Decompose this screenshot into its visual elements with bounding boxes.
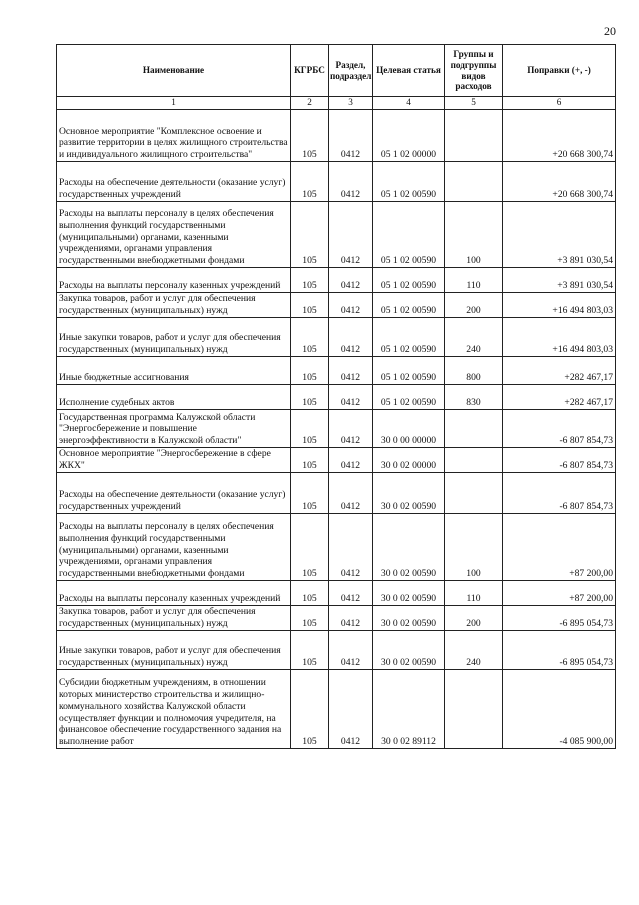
row-amendment-amount: -6 895 054,73: [503, 606, 616, 631]
table-row: [57, 631, 616, 670]
header-groups: Группы и подгруппы видов расходов: [445, 45, 503, 97]
row-section: 0412: [329, 268, 373, 293]
row-expense-group: 200: [445, 606, 503, 631]
row-target-article: 30 0 02 89112: [373, 670, 445, 749]
row-expense-group: 830: [445, 385, 503, 410]
row-expense-group: [445, 110, 503, 162]
table-row: [57, 162, 616, 202]
row-name: Основное мероприятие "Энергосбережение в сфере ЖКХ": [57, 448, 291, 473]
row-target-article: 05 1 02 00590: [373, 385, 445, 410]
row-name: Закупка товаров, работ и услуг для обеспечения государственных (муниципальных) нужд: [57, 293, 291, 318]
row-section: 0412: [329, 410, 373, 448]
column-number: 1: [57, 97, 291, 110]
table-row: [57, 581, 616, 606]
row-amendment-amount: +87 200,00: [503, 514, 616, 581]
row-name: Иные бюджетные ассигнования: [57, 357, 291, 385]
row-expense-group: 100: [445, 202, 503, 268]
header-amendments: Поправки (+, -): [503, 45, 616, 97]
row-target-article: 05 1 02 00590: [373, 202, 445, 268]
row-section: 0412: [329, 162, 373, 202]
column-number: 5: [445, 97, 503, 110]
row-target-article: 05 1 02 00000: [373, 110, 445, 162]
row-expense-group: [445, 670, 503, 749]
row-target-article: 30 0 02 00590: [373, 473, 445, 514]
row-kgrbs: 105: [291, 631, 329, 670]
row-kgrbs: 105: [291, 385, 329, 410]
row-section: 0412: [329, 293, 373, 318]
row-target-article: 05 1 02 00590: [373, 318, 445, 357]
row-name: Государственная программа Калужской области "Энергосбережение и повышение энергоэффективности в Калужской области": [57, 410, 291, 448]
row-expense-group: 200: [445, 293, 503, 318]
row-section: 0412: [329, 110, 373, 162]
row-section: 0412: [329, 202, 373, 268]
row-kgrbs: 105: [291, 410, 329, 448]
table-row: [57, 357, 616, 385]
table-row: [57, 293, 616, 318]
row-section: 0412: [329, 473, 373, 514]
table-row: [57, 473, 616, 514]
row-target-article: 30 0 02 00000: [373, 448, 445, 473]
row-expense-group: [445, 162, 503, 202]
table-row: [57, 514, 616, 581]
row-kgrbs: 105: [291, 670, 329, 749]
row-name: Расходы на обеспечение деятельности (оказание услуг) государственных учреждений: [57, 473, 291, 514]
row-section: 0412: [329, 448, 373, 473]
table-row: [57, 385, 616, 410]
row-amendment-amount: +16 494 803,03: [503, 293, 616, 318]
row-expense-group: 110: [445, 268, 503, 293]
row-kgrbs: 105: [291, 162, 329, 202]
row-amendment-amount: +3 891 030,54: [503, 268, 616, 293]
row-kgrbs: 105: [291, 110, 329, 162]
row-name: Иные закупки товаров, работ и услуг для обеспечения государственных (муниципальных) нужд: [57, 318, 291, 357]
row-name: Расходы на выплаты персоналу в целях обеспечения выполнения функций государственными (муниципальными) органами, казенными учреждениями, органами управления государственными внебюджетными фондами: [57, 202, 291, 268]
row-amendment-amount: +20 668 300,74: [503, 162, 616, 202]
row-section: 0412: [329, 581, 373, 606]
column-number: 3: [329, 97, 373, 110]
row-amendment-amount: -6 895 054,73: [503, 631, 616, 670]
row-section: 0412: [329, 606, 373, 631]
row-amendment-amount: -4 085 900,00: [503, 670, 616, 749]
row-amendment-amount: +3 891 030,54: [503, 202, 616, 268]
row-kgrbs: 105: [291, 318, 329, 357]
table-row: [57, 110, 616, 162]
row-target-article: 05 1 02 00590: [373, 293, 445, 318]
row-amendment-amount: +87 200,00: [503, 581, 616, 606]
row-name: Расходы на выплаты персоналу казенных учреждений: [57, 268, 291, 293]
row-kgrbs: 105: [291, 581, 329, 606]
row-kgrbs: 105: [291, 202, 329, 268]
row-amendment-amount: -6 807 854,73: [503, 473, 616, 514]
row-kgrbs: 105: [291, 268, 329, 293]
column-number: 6: [503, 97, 616, 110]
table-row: [57, 448, 616, 473]
table-row: [57, 202, 616, 268]
header-target: Целевая статья: [373, 45, 445, 97]
row-target-article: 30 0 02 00590: [373, 581, 445, 606]
table-row: [57, 268, 616, 293]
row-kgrbs: 105: [291, 448, 329, 473]
row-expense-group: [445, 410, 503, 448]
row-kgrbs: 105: [291, 514, 329, 581]
row-kgrbs: 105: [291, 293, 329, 318]
row-expense-group: [445, 448, 503, 473]
row-kgrbs: 105: [291, 606, 329, 631]
row-expense-group: 100: [445, 514, 503, 581]
row-section: 0412: [329, 385, 373, 410]
table-row: [57, 606, 616, 631]
row-expense-group: [445, 473, 503, 514]
row-kgrbs: 105: [291, 473, 329, 514]
row-amendment-amount: -6 807 854,73: [503, 410, 616, 448]
row-expense-group: 240: [445, 631, 503, 670]
header-name: Наименование: [57, 45, 291, 97]
table-row: [57, 318, 616, 357]
header-row: [57, 45, 616, 97]
row-name: Расходы на выплаты персоналу казенных учреждений: [57, 581, 291, 606]
header-section: Раздел, подраздел: [329, 45, 373, 97]
row-amendment-amount: +282 467,17: [503, 385, 616, 410]
row-name: Закупка товаров, работ и услуг для обеспечения государственных (муниципальных) нужд: [57, 606, 291, 631]
column-number: 2: [291, 97, 329, 110]
row-expense-group: 800: [445, 357, 503, 385]
row-section: 0412: [329, 514, 373, 581]
row-amendment-amount: -6 807 854,73: [503, 448, 616, 473]
page-number: 20: [604, 24, 616, 38]
table-row: [57, 410, 616, 448]
budget-amendments-table: [56, 44, 616, 749]
row-name: Исполнение судебных актов: [57, 385, 291, 410]
row-amendment-amount: +20 668 300,74: [503, 110, 616, 162]
row-section: 0412: [329, 318, 373, 357]
row-section: 0412: [329, 357, 373, 385]
row-target-article: 30 0 00 00000: [373, 410, 445, 448]
row-name: Расходы на выплаты персоналу в целях обеспечения выполнения функций государственными (муниципальными) органами, казенными учреждениями, органами управления государственными внебюджетными фондами: [57, 514, 291, 581]
row-name: Основное мероприятие "Комплексное освоение и развитие территории в целях жилищного строительства и индивидуального жилищного строительства": [57, 110, 291, 162]
row-name: Расходы на обеспечение деятельности (оказание услуг) государственных учреждений: [57, 162, 291, 202]
row-target-article: 30 0 02 00590: [373, 631, 445, 670]
row-expense-group: 240: [445, 318, 503, 357]
row-target-article: 05 1 02 00590: [373, 162, 445, 202]
row-name: Субсидии бюджетным учреждениям, в отношении которых министерство строительства и жилищно-коммунального хозяйства Калужской области осуществляет функции и полномочия учредителя, на финансовое обеспечение государственного задания на выполнение работ: [57, 670, 291, 749]
row-target-article: 05 1 02 00590: [373, 357, 445, 385]
header-kgrbs: КГРБС: [291, 45, 329, 97]
column-number-row: [57, 97, 616, 110]
row-target-article: 30 0 02 00590: [373, 606, 445, 631]
row-target-article: 30 0 02 00590: [373, 514, 445, 581]
row-expense-group: 110: [445, 581, 503, 606]
row-target-article: 05 1 02 00590: [373, 268, 445, 293]
column-number: 4: [373, 97, 445, 110]
row-amendment-amount: +16 494 803,03: [503, 318, 616, 357]
row-kgrbs: 105: [291, 357, 329, 385]
row-section: 0412: [329, 631, 373, 670]
row-section: 0412: [329, 670, 373, 749]
table-row: [57, 670, 616, 749]
table-body: [57, 110, 616, 749]
row-amendment-amount: +282 467,17: [503, 357, 616, 385]
row-name: Иные закупки товаров, работ и услуг для обеспечения государственных (муниципальных) нужд: [57, 631, 291, 670]
